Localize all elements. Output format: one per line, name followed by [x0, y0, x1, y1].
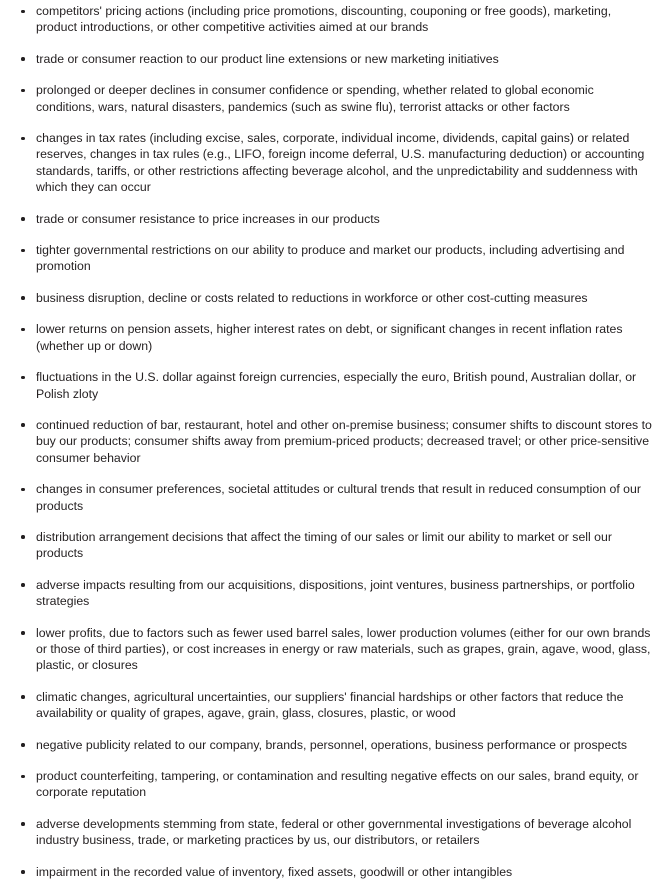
list-item-text: changes in tax rates (including excise, sales, corporate, individual income, dividends, capital gains) or related reserves, changes in tax rules (e.g., LIFO, foreign income deferral, U.S. manufacturing deduction) or accounting standards, tariffs, or other restrictions affecting beverage alcohol, and the unpredictability and suddenness with which they can occur [36, 131, 645, 195]
list-item-text: lower returns on pension assets, higher interest rates on debt, or significant changes in recent inflation rates (whether up or down) [36, 322, 623, 353]
list-item [14, 242, 655, 275]
list-item [14, 737, 655, 753]
list-item-text: impairment in the recorded value of inventory, fixed assets, goodwill or other intangibles [36, 864, 513, 879]
list-item-text: changes in consumer preferences, societal attitudes or cultural trends that result in reduced consumption of our products [36, 482, 641, 513]
list-item [14, 768, 655, 801]
document-page [0, 3, 665, 879]
list-item [14, 211, 655, 227]
list-item [14, 82, 655, 115]
list-item-text: prolonged or deeper declines in consumer confidence or spending, whether related to global economic conditions, wars, natural disasters, pandemics (such as swine flu), terrorist attacks or other factors [36, 83, 594, 114]
list-item [14, 3, 655, 36]
list-item [14, 529, 655, 562]
list-item [14, 290, 655, 306]
list-item-text: tighter governmental restrictions on our ability to produce and market our products, including advertising and promotion [36, 243, 625, 274]
risk-factor-list [14, 3, 655, 880]
list-item-text: business disruption, decline or costs related to reductions in workforce or other cost-cutting measures [36, 290, 588, 305]
list-item [14, 481, 655, 514]
list-item-text: adverse developments stemming from state, federal or other governmental investigations of beverage alcohol industry business, trade, or marketing practices by us, our distributors, or retailers [36, 816, 632, 848]
list-item-text: product counterfeiting, tampering, or contamination and resulting negative effects on our sales, brand equity, or corporate reputation [36, 769, 639, 800]
list-item-text: competitors' pricing actions (including price promotions, discounting, couponing or free goods), marketing, product introductions, or other competitive activities aimed at our brands [36, 4, 612, 35]
list-item-text: fluctuations in the U.S. dollar against foreign currencies, especially the euro, British pound, Australian dollar, or Polish zloty [36, 370, 637, 401]
list-item [14, 689, 655, 722]
list-item-text: continued reduction of bar, restaurant, hotel and other on-premise business; consumer shifts to discount stores to buy our products; consumer shifts away from premium-priced products; decreased travel; or other price-sensitive consumer behavior [36, 417, 652, 465]
list-item [14, 816, 655, 849]
list-item-text: trade or consumer resistance to price increases in our products [36, 211, 380, 226]
list-item [14, 321, 655, 354]
list-item-text: adverse impacts resulting from our acquisitions, dispositions, joint ventures, business partnerships, or portfolio strategies [36, 577, 635, 609]
list-item [14, 51, 655, 67]
list-item [14, 130, 655, 196]
list-item-text: distribution arrangement decisions that affect the timing of our sales or limit our ability to market or sell our products [36, 529, 612, 561]
list-item [14, 577, 655, 610]
list-item-text: negative publicity related to our company, brands, personnel, operations, business performance or prospects [36, 737, 628, 752]
list-item [14, 369, 655, 402]
list-item [14, 864, 655, 880]
list-item-text: trade or consumer reaction to our product line extensions or new marketing initiatives [36, 51, 499, 66]
list-item [14, 625, 655, 674]
list-item-text: climatic changes, agricultural uncertainties, our suppliers' financial hardships or other factors that reduce the availability or quality of grapes, agave, grain, glass, closures, plastic, or wood [36, 689, 624, 721]
list-item-text: lower profits, due to factors such as fewer used barrel sales, lower production volumes (either for our own brands or those of third parties), or cost increases in energy or raw materials, such as grapes, grain, agave, wood, glass, plastic, or closures [36, 625, 651, 673]
list-item [14, 417, 655, 466]
